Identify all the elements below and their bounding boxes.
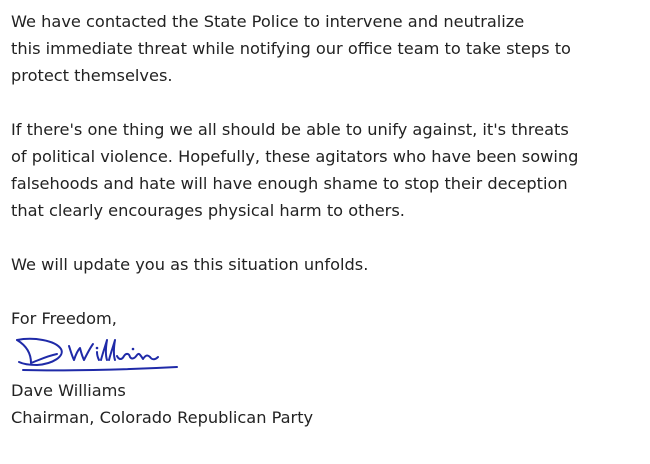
- text-line: protect themselves.: [11, 66, 173, 85]
- paragraph-political-violence: [11, 116, 643, 224]
- text-line: that clearly encourages physical harm to others.: [11, 201, 405, 220]
- text-line: falsehoods and hate will have enough shame to stop their deception: [11, 174, 568, 193]
- signer-name: Dave Williams: [11, 381, 126, 400]
- text-line: We have contacted the State Police to intervene and neutralize: [11, 12, 525, 31]
- paragraph-update: [11, 251, 643, 278]
- signer-title: Chairman, Colorado Republican Party: [11, 408, 314, 427]
- text-line: of political violence. Hopefully, these agitators who have been sowing: [11, 147, 579, 166]
- text-line: We will update you as this situation unfolds.: [11, 255, 369, 274]
- closing-salutation: For Freedom,: [11, 309, 117, 328]
- signature-image: [11, 334, 181, 376]
- paragraph-police-notice: [11, 8, 643, 89]
- text-line: If there's one thing we all should be able to unify against, it's threats: [11, 120, 569, 139]
- letter-body: [11, 8, 643, 431]
- text-line: this immediate threat while notifying our office team to take steps to: [11, 39, 571, 58]
